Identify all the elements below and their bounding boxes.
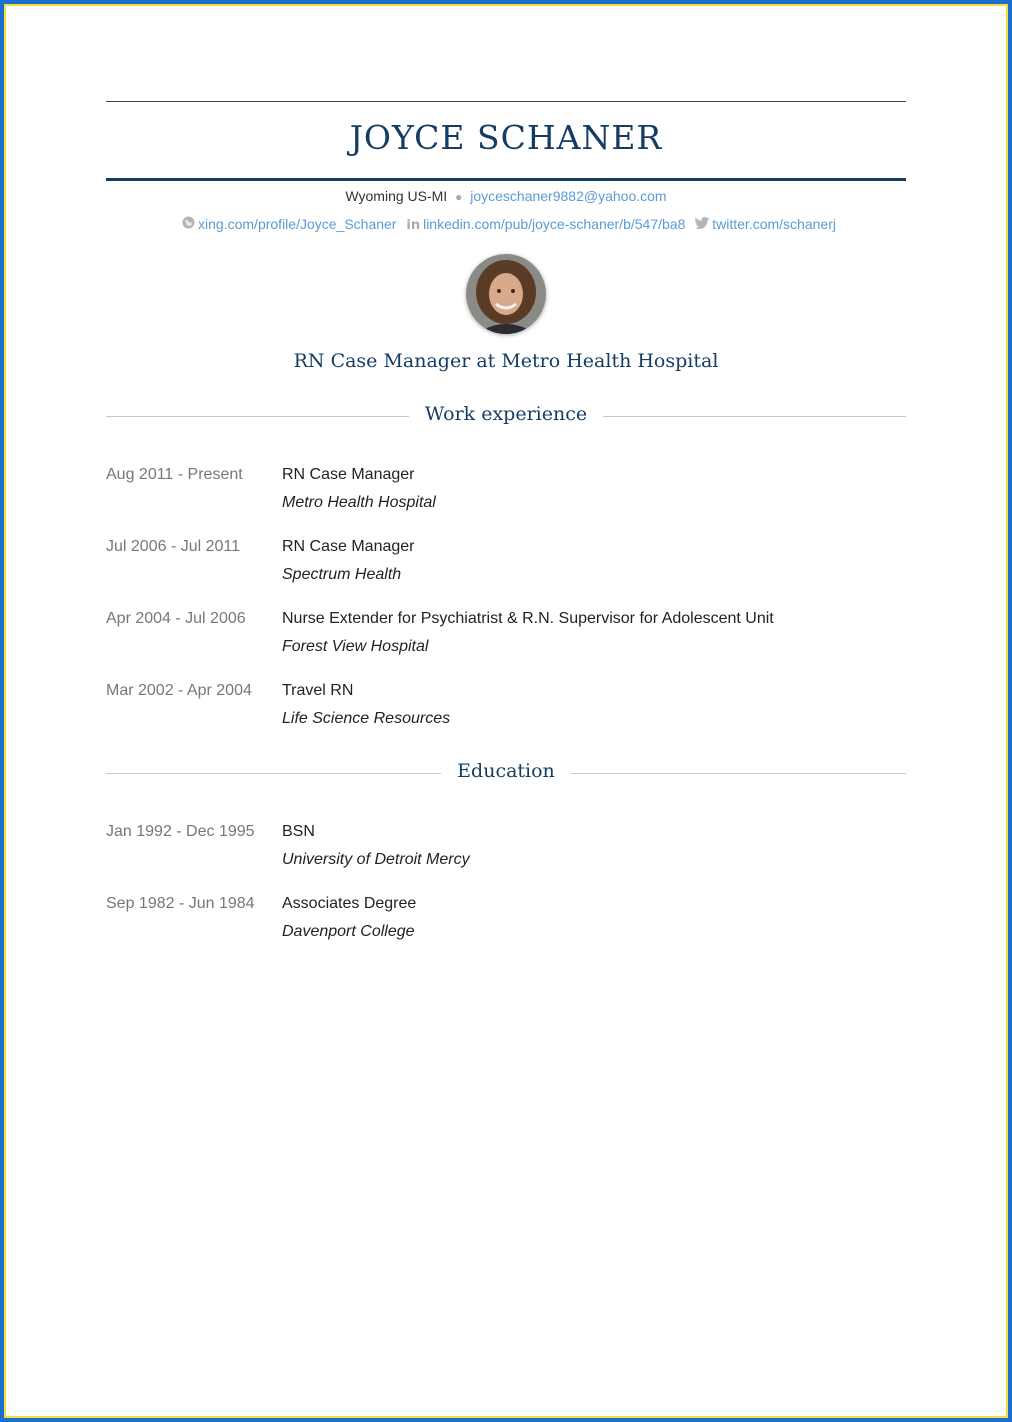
xing-link[interactable]: xing.com/profile/Joyce_Schaner <box>198 216 397 232</box>
work-entry <box>106 610 906 670</box>
education-section-header <box>106 758 906 788</box>
headline: RN Case Manager at Metro Health Hospital <box>293 350 719 372</box>
entry-dates: Apr 2004 - Jul 2006 <box>106 610 246 627</box>
entry-role: RN Case Manager <box>282 466 415 483</box>
entry-role: RN Case Manager <box>282 538 415 555</box>
entry-dates: Jul 2006 - Jul 2011 <box>106 538 241 555</box>
entry-organization: Forest View Hospital <box>282 638 429 655</box>
entry-degree: Associates Degree <box>282 895 417 912</box>
work-entry <box>106 466 906 526</box>
entry-role: Travel RN <box>282 682 354 699</box>
section-title: Education <box>457 760 555 782</box>
social-links <box>106 216 906 233</box>
twitter-icon <box>695 217 709 232</box>
avatar <box>466 254 546 334</box>
entry-organization: Spectrum Health <box>282 566 402 583</box>
education-entry <box>106 895 906 955</box>
linkedin-link[interactable]: linkedin.com/pub/joyce-schaner/b/547/ba8 <box>423 216 686 232</box>
location-text: Wyoming US-MI <box>345 188 448 204</box>
linkedin-icon: in <box>406 218 421 233</box>
entry-dates: Aug 2011 - Present <box>106 466 243 483</box>
entry-dates: Sep 1982 - Jun 1984 <box>106 895 255 912</box>
top-divider <box>106 101 906 102</box>
entry-school: University of Detroit Mercy <box>282 851 470 868</box>
entry-dates: Mar 2002 - Apr 2004 <box>106 682 252 699</box>
email-link[interactable]: joyceschaner9882@yahoo.com <box>470 188 667 204</box>
contact-line <box>106 188 906 204</box>
entry-organization: Life Science Resources <box>282 710 451 727</box>
work-section-header <box>106 401 906 431</box>
entry-role: Nurse Extender for Psychiatrist & R.N. Supervisor for Adolescent Unit <box>282 610 774 627</box>
section-title: Work experience <box>424 403 588 425</box>
entry-organization: Metro Health Hospital <box>282 494 436 511</box>
separator-dot-icon: ● <box>455 190 463 204</box>
work-entry <box>106 682 906 742</box>
candidate-name: JOYCE SCHANER <box>349 118 663 157</box>
twitter-link[interactable]: twitter.com/schanerj <box>712 216 836 232</box>
entry-school: Davenport College <box>282 923 415 940</box>
entry-dates: Jan 1992 - Dec 1995 <box>106 823 255 840</box>
work-entry <box>106 538 906 598</box>
name-divider <box>106 178 906 181</box>
education-entry <box>106 823 906 883</box>
globe-icon <box>182 216 195 232</box>
entry-degree: BSN <box>282 823 315 840</box>
